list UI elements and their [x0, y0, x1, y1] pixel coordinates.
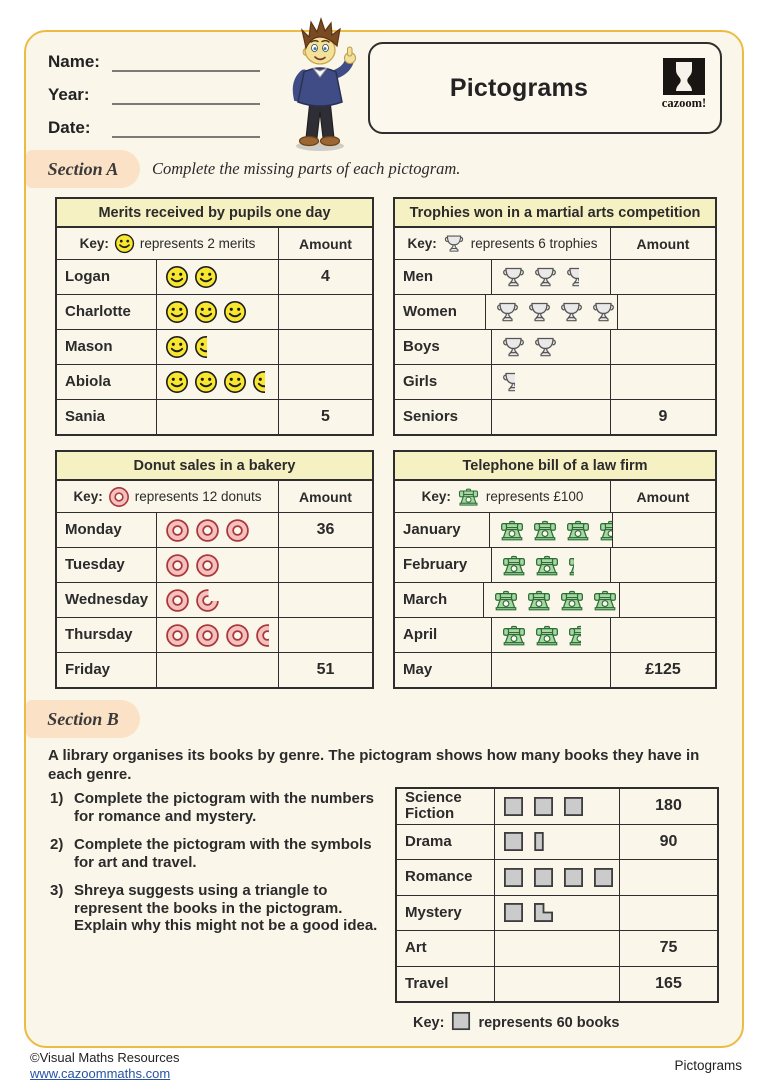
- pictogram-table: [55, 197, 374, 436]
- key-label: Key:: [413, 1015, 445, 1031]
- pictogram-smiley-icon: [194, 265, 218, 289]
- student-info-fields: [48, 46, 260, 145]
- pictogram-smiley-icon: [194, 300, 218, 324]
- question-line: represent the books in the pictogram.: [74, 899, 343, 917]
- row-label: Tuesday: [57, 548, 157, 582]
- pictogram-phone-icon: [492, 589, 520, 612]
- pictogram-smiley-icon-half: [252, 370, 265, 394]
- question-text: [74, 882, 377, 935]
- icon-cell: [492, 548, 611, 582]
- row-label: Sania: [57, 400, 157, 434]
- amount-cell: [620, 583, 715, 617]
- amount-cell: [279, 583, 372, 617]
- pictogram-donut-icon-threequarter: [195, 588, 220, 613]
- table-row: [395, 583, 715, 618]
- pictogram-donut-icon: [195, 623, 220, 648]
- question-text: [74, 790, 374, 825]
- icon-cell: [492, 618, 611, 652]
- section-b-questions: [50, 790, 395, 946]
- question-line: Complete the pictogram with the symbols: [74, 836, 372, 853]
- row-label: Travel: [397, 967, 495, 1002]
- field-blank-line[interactable]: [112, 50, 260, 72]
- amount-cell: [279, 365, 372, 399]
- amount-header: Amount: [299, 235, 352, 252]
- key-label: Key:: [79, 236, 109, 251]
- key-label: Key:: [73, 489, 103, 504]
- pictogram-trophy-icon-half: [564, 265, 579, 289]
- pictogram-book-icon: [451, 1011, 471, 1031]
- icon-cell: [157, 295, 279, 329]
- student-info-row: [48, 112, 260, 138]
- pictogram-donut-icon: [165, 588, 190, 613]
- field-blank-line[interactable]: [112, 116, 260, 138]
- pictogram-smiley-icon: [165, 335, 189, 359]
- table-key-row: [395, 228, 715, 260]
- pictogram-trophy-icon: [590, 300, 617, 324]
- pictogram-phone-icon-half: [566, 624, 581, 647]
- row-label: Charlotte: [57, 295, 157, 329]
- question-number: 3): [50, 882, 64, 899]
- pictogram-trophy-icon: [532, 265, 559, 289]
- pictogram-donut-icon: [165, 518, 190, 543]
- amount-cell: [611, 330, 715, 364]
- amount-cell: 5: [321, 408, 330, 425]
- pictogram-table: [393, 197, 717, 436]
- table-title: Donut sales in a bakery: [57, 452, 372, 481]
- amount-cell: [279, 295, 372, 329]
- section-b-label: Section B: [26, 700, 140, 738]
- amount-cell: [611, 618, 715, 652]
- table-row: [395, 260, 715, 295]
- pictogram-book-icon: [533, 867, 554, 888]
- amount-cell: 9: [658, 408, 668, 425]
- icon-cell: [157, 330, 279, 364]
- table-title: Trophies won in a martial arts competition: [395, 199, 715, 228]
- question-text: [74, 836, 372, 871]
- icon-cell: [495, 789, 620, 824]
- row-label: Mason: [57, 330, 157, 364]
- table-row: [395, 513, 715, 548]
- pictogram-trophy-icon: [526, 300, 553, 324]
- section-a-instruction: Complete the missing parts of each pictogram.: [152, 159, 461, 178]
- pictogram-phone-icon: [533, 554, 561, 577]
- table-row: [395, 365, 715, 400]
- mascot-illustration: [276, 16, 368, 159]
- table-row: [57, 618, 372, 653]
- pictogram-smiley-icon: [223, 370, 247, 394]
- row-label: Men: [395, 260, 492, 294]
- question-line: Complete the pictogram with the numbers: [74, 790, 375, 807]
- table-key-row: [57, 481, 372, 513]
- table-title: Telephone bill of a law firm: [395, 452, 715, 481]
- key-description: represents 2 merits: [139, 236, 256, 251]
- pictogram-book-icon: [563, 796, 584, 817]
- icon-cell: [157, 583, 279, 617]
- pictogram-trophy-icon: [500, 265, 527, 289]
- amount-cell: 4: [321, 268, 330, 285]
- amount-cell: 51: [316, 661, 335, 678]
- pictogram-book-icon: [503, 867, 524, 888]
- pictogram-phone-icon: [591, 589, 619, 612]
- row-label: Abiola: [57, 365, 157, 399]
- table-row: [397, 860, 717, 896]
- row-label: Friday: [57, 653, 157, 687]
- pictogram-smiley-icon: [114, 233, 135, 254]
- pictogram-book-icon: [503, 902, 524, 923]
- icon-cell: [492, 330, 611, 364]
- row-label: Women: [395, 295, 486, 329]
- row-label: Monday: [57, 513, 157, 547]
- table-row: [395, 400, 715, 434]
- pictogram-donut-icon: [165, 623, 190, 648]
- section-a-label: Section A: [26, 150, 140, 188]
- pictogram-table: [393, 450, 717, 689]
- field-label: Name:: [48, 52, 100, 71]
- footer-page-label: Pictograms: [674, 1058, 742, 1073]
- amount-cell: 90: [659, 832, 678, 850]
- pictogram-phone-icon: [525, 589, 553, 612]
- row-label: Logan: [57, 260, 157, 294]
- pictogram-smiley-icon: [165, 265, 189, 289]
- amount-cell: [620, 860, 717, 895]
- key-description: represents 6 trophies: [470, 236, 598, 251]
- pictogram-book-icon: [593, 867, 614, 888]
- pictogram-table: [55, 450, 374, 689]
- row-label: Thursday: [57, 618, 157, 652]
- key-label: Key:: [421, 489, 451, 504]
- amount-cell: [279, 618, 372, 652]
- icon-cell: [495, 860, 620, 895]
- amount-cell: [611, 548, 715, 582]
- row-label: Boys: [395, 330, 492, 364]
- amount-cell: £125: [645, 661, 681, 678]
- icon-cell: [492, 365, 611, 399]
- amount-cell: [279, 548, 372, 582]
- row-label: Science Fiction: [397, 789, 495, 824]
- table-key-cell: [57, 228, 279, 259]
- row-label: Drama: [397, 825, 495, 860]
- pictogram-smiley-icon: [165, 300, 189, 324]
- pictogram-donut-icon-half: [255, 623, 269, 648]
- icon-cell: [495, 825, 620, 860]
- table-row: [395, 653, 715, 687]
- amount-header: Amount: [636, 488, 690, 505]
- pictogram-donut-icon: [195, 553, 220, 578]
- table-row: [397, 931, 717, 967]
- icon-cell: [157, 548, 279, 582]
- pictogram-book-icon: [563, 867, 584, 888]
- row-label: Seniors: [395, 400, 492, 434]
- table-row: [395, 295, 715, 330]
- question-line: Explain why this might not be a good idea.: [74, 917, 378, 934]
- table-row: [397, 789, 717, 825]
- row-label: April: [395, 618, 492, 652]
- pictogram-phone-icon: [498, 519, 526, 542]
- question-item: [50, 790, 395, 825]
- worksheet-title-box: [368, 42, 722, 134]
- table-key-row: [395, 481, 715, 513]
- icon-cell: [495, 896, 620, 931]
- row-label: Mystery: [397, 896, 495, 931]
- pictogram-donut-icon: [225, 518, 250, 543]
- table-row: [57, 330, 372, 365]
- key-description: represents £100: [485, 489, 584, 504]
- pictogram-phone-icon-quarter: [566, 554, 574, 577]
- pictogram-donut-icon: [195, 518, 220, 543]
- amount-cell: [279, 330, 372, 364]
- icon-cell: [495, 931, 620, 966]
- pictogram-book-icon: [503, 831, 524, 852]
- pictogram-phone-icon: [456, 487, 481, 507]
- cazoom-logo-text: cazoom!: [662, 96, 706, 110]
- pictogram-trophy-icon: [500, 335, 527, 359]
- pictogram-trophy-icon: [558, 300, 585, 324]
- field-label: Year:: [48, 85, 90, 104]
- row-label: Art: [397, 931, 495, 966]
- pictogram-trophy-icon: [494, 300, 521, 324]
- field-blank-line[interactable]: [112, 83, 260, 105]
- pictogram-trophy-icon: [442, 233, 466, 254]
- pictogram-donut-icon: [165, 553, 190, 578]
- table-row: [57, 365, 372, 400]
- question-item: [50, 836, 395, 871]
- pictogram-trophy-icon-half: [500, 370, 515, 394]
- pictogram-donut-icon: [108, 486, 130, 508]
- amount-cell: 180: [655, 797, 682, 815]
- footer-copyright: ©Visual Maths Resources: [30, 1050, 180, 1065]
- table-row: [57, 295, 372, 330]
- question-line: for art and travel.: [74, 853, 197, 871]
- section-b-key: [413, 1011, 619, 1035]
- amount-cell: 165: [655, 974, 682, 992]
- pictogram-trophy-icon: [532, 335, 559, 359]
- table-key-cell: [57, 481, 279, 512]
- amount-cell: [613, 513, 715, 547]
- pictogram-phone-icon: [564, 519, 592, 542]
- pictogram-phone-icon: [558, 589, 586, 612]
- icon-cell: [492, 653, 611, 687]
- pictogram-phone-icon: [500, 624, 528, 647]
- table-key-cell: [395, 481, 611, 512]
- question-item: [50, 882, 395, 935]
- table-row: [395, 330, 715, 365]
- table-title: Merits received by pupils one day: [57, 199, 372, 228]
- table-row: [395, 548, 715, 583]
- row-label: May: [395, 653, 492, 687]
- pictogram-smiley-icon: [194, 370, 218, 394]
- student-info-row: [48, 46, 260, 72]
- amount-header: Amount: [299, 488, 352, 505]
- table-row: [395, 618, 715, 653]
- table-key-row: [57, 228, 372, 260]
- table-row: [57, 548, 372, 583]
- key-description: represents 12 donuts: [134, 489, 262, 504]
- amount-cell: 36: [316, 521, 335, 538]
- table-row: [57, 260, 372, 295]
- question-line: for romance and mystery.: [74, 807, 257, 825]
- table-row: [397, 896, 717, 932]
- pictogram-book-icon: [503, 796, 524, 817]
- pictogram-phone-icon-half: [597, 519, 612, 542]
- page-title: Pictograms: [449, 73, 589, 102]
- icon-cell: [490, 513, 613, 547]
- key-label: Key:: [407, 236, 437, 251]
- row-label: January: [395, 513, 490, 547]
- pictogram-phone-icon: [533, 624, 561, 647]
- pictogram-phone-icon: [500, 554, 528, 577]
- question-number: 1): [50, 790, 64, 807]
- pictogram-phone-icon: [531, 519, 559, 542]
- question-number: 2): [50, 836, 64, 853]
- icon-cell: [157, 618, 279, 652]
- table-row: [397, 825, 717, 861]
- question-line: Shreya suggests using a triangle to: [74, 882, 328, 899]
- amount-cell: [611, 260, 715, 294]
- icon-cell: [157, 400, 279, 434]
- cazoom-logo-icon: [662, 58, 706, 114]
- icon-cell: [157, 513, 279, 547]
- table-row: [57, 400, 372, 434]
- footer-website-link[interactable]: www.cazoommaths.com: [30, 1066, 171, 1081]
- row-label: Girls: [395, 365, 492, 399]
- row-label: Romance: [397, 860, 495, 895]
- icon-cell: [495, 967, 620, 1002]
- row-label: February: [395, 548, 492, 582]
- table-key-cell: [395, 228, 611, 259]
- key-description: represents 60 books: [478, 1015, 620, 1031]
- pictogram-book-icon-threequarter: [533, 902, 554, 923]
- pictogram-book-icon-half: [533, 831, 545, 852]
- icon-cell: [157, 365, 279, 399]
- amount-cell: [618, 295, 715, 329]
- icon-cell: [492, 260, 611, 294]
- field-label: Date:: [48, 118, 91, 137]
- row-label: Wednesday: [57, 583, 157, 617]
- pictogram-donut-icon: [225, 623, 250, 648]
- table-row: [397, 967, 717, 1002]
- pictogram-smiley-icon: [223, 300, 247, 324]
- library-pictogram-table: [395, 787, 719, 1003]
- table-row: [57, 583, 372, 618]
- amount-cell: 75: [659, 939, 678, 957]
- pictogram-book-icon: [533, 796, 554, 817]
- amount-cell: [620, 896, 717, 931]
- pictogram-smiley-icon-half: [194, 335, 207, 359]
- student-info-row: [48, 79, 260, 105]
- row-label: March: [395, 583, 484, 617]
- amount-cell: [611, 365, 715, 399]
- icon-cell: [157, 260, 279, 294]
- section-b-intro: A library organises its books by genre. The pictogram shows how many books they have in each genre.: [48, 747, 700, 783]
- amount-header: Amount: [636, 235, 690, 252]
- icon-cell: [492, 400, 611, 434]
- table-row: [57, 513, 372, 548]
- pictogram-smiley-icon: [165, 370, 189, 394]
- table-row: [57, 653, 372, 687]
- icon-cell: [157, 653, 279, 687]
- icon-cell: [486, 295, 618, 329]
- icon-cell: [484, 583, 620, 617]
